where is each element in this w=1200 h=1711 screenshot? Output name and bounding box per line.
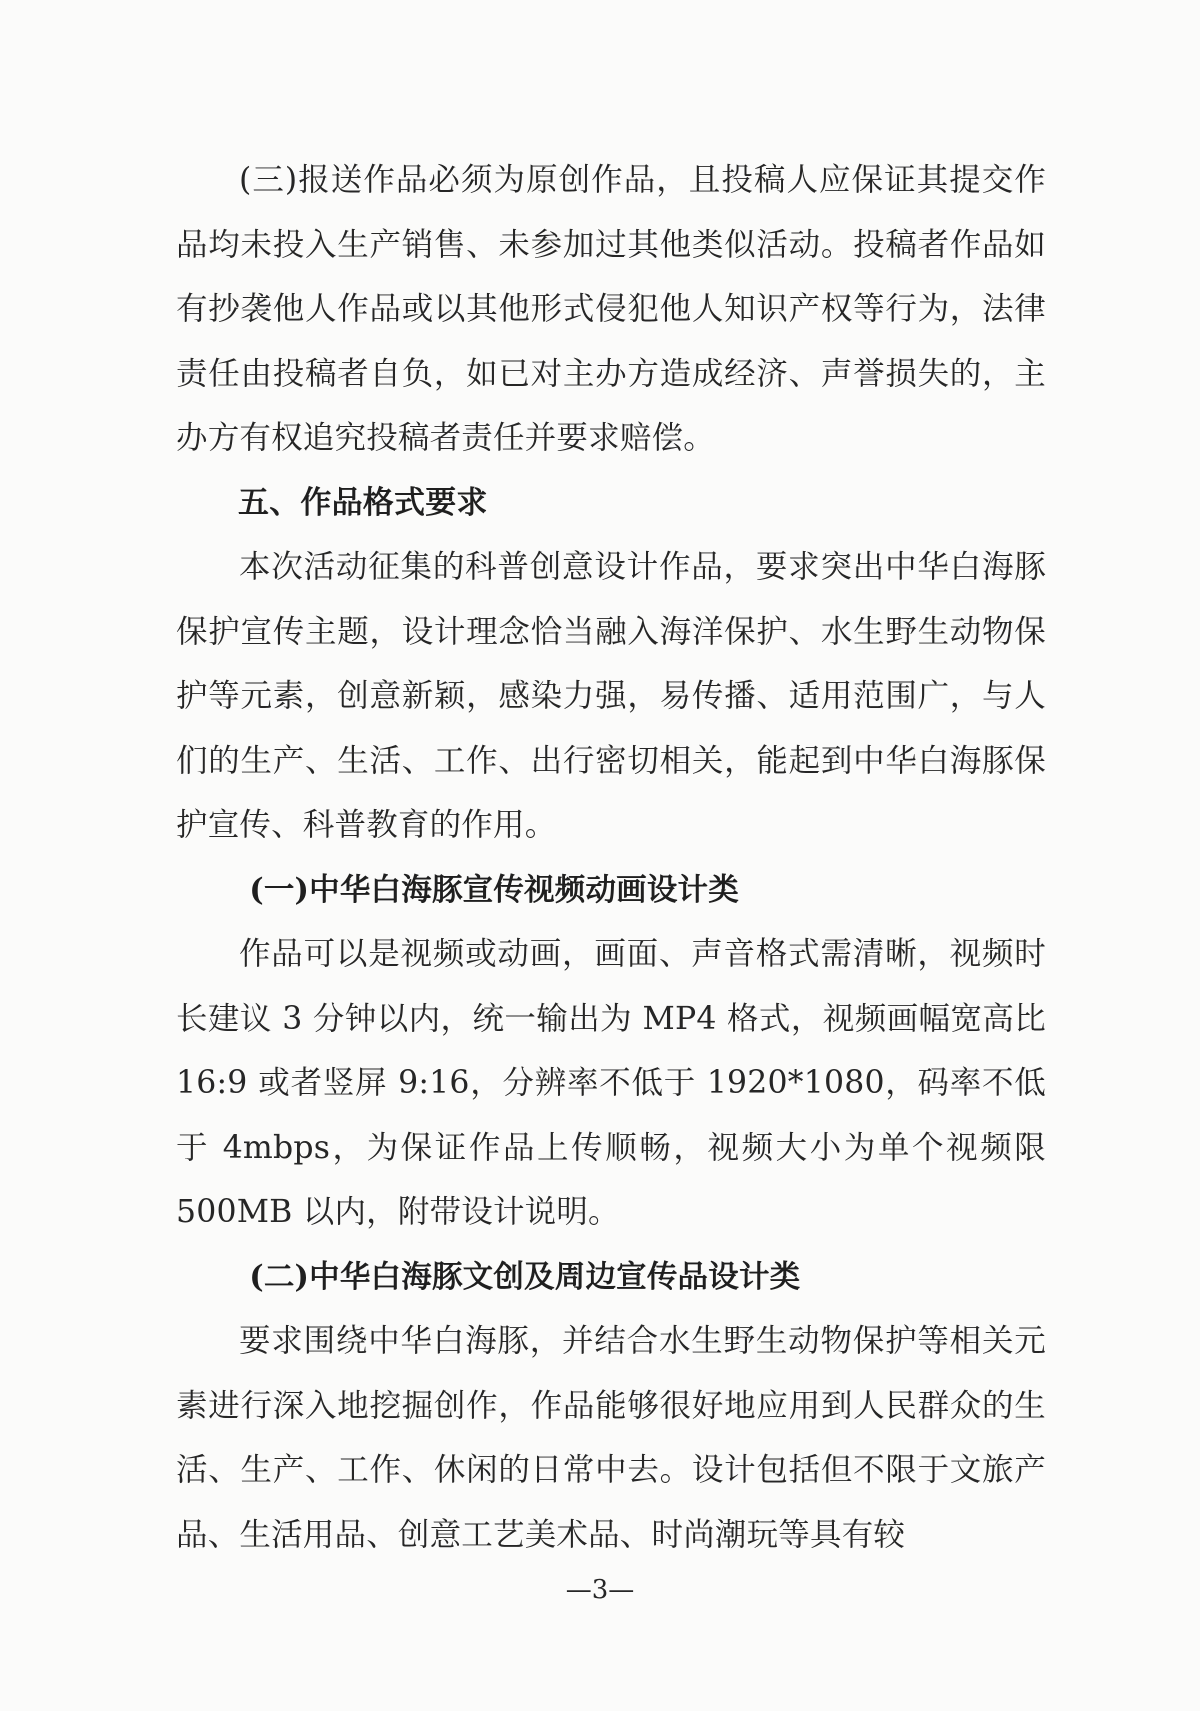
document-body	[176, 148, 1046, 1567]
paragraph-video-specs: 作品可以是视频或动画，画面、声音格式需清晰，视频时长建议 3 分钟以内，统一输出为 MP4 格式，视频画幅宽高比 16:9 或者竖屏 9:16，分辨率不低于 1920*1080，码率不低于 4mbps，为保证作品上传顺畅，视频大小为单个视频限 500MB 以内，附带设计说明。	[176, 936, 1046, 1230]
subheading-video-animation: (一)中华白海豚宣传视频动画设计类	[249, 871, 739, 908]
paragraph-cultural-products: 要求围绕中华白海豚，并结合水生野生动物保护等相关元素进行深入地挖掘创作，作品能够很好地应用到人民群众的生活、生产、工作、休闲的日常中去。设计包括但不限于文旅产品、生活用品、创意工艺美术品、时尚潮玩等具有较	[176, 1323, 1046, 1553]
page-number: —3—	[565, 1575, 635, 1605]
paragraph-originality: (三)报送作品必须为原创作品，且投稿人应保证其提交作品均未投入生产销售、未参加过其他类似活动。投稿者作品如有抄袭他人作品或以其他形式侵犯他人知识产权等行为，法律责任由投稿者自负，如已对主办方造成经济、声誉损失的，主办方有权追究投稿者责任并要求赔偿。	[176, 162, 1046, 456]
subheading-cultural-products: (二)中华白海豚文创及周边宣传品设计类	[249, 1258, 801, 1295]
section-heading-format-requirements: 五、作品格式要求	[238, 484, 488, 521]
paragraph-design-requirements: 本次活动征集的科普创意设计作品，要求突出中华白海豚保护宣传主题，设计理念恰当融入海洋保护、水生野生动物保护等元素，创意新颖，感染力强，易传播、适用范围广，与人们的生产、生活、工作、出行密切相关，能起到中华白海豚保护宣传、科普教育的作用。	[176, 549, 1046, 843]
